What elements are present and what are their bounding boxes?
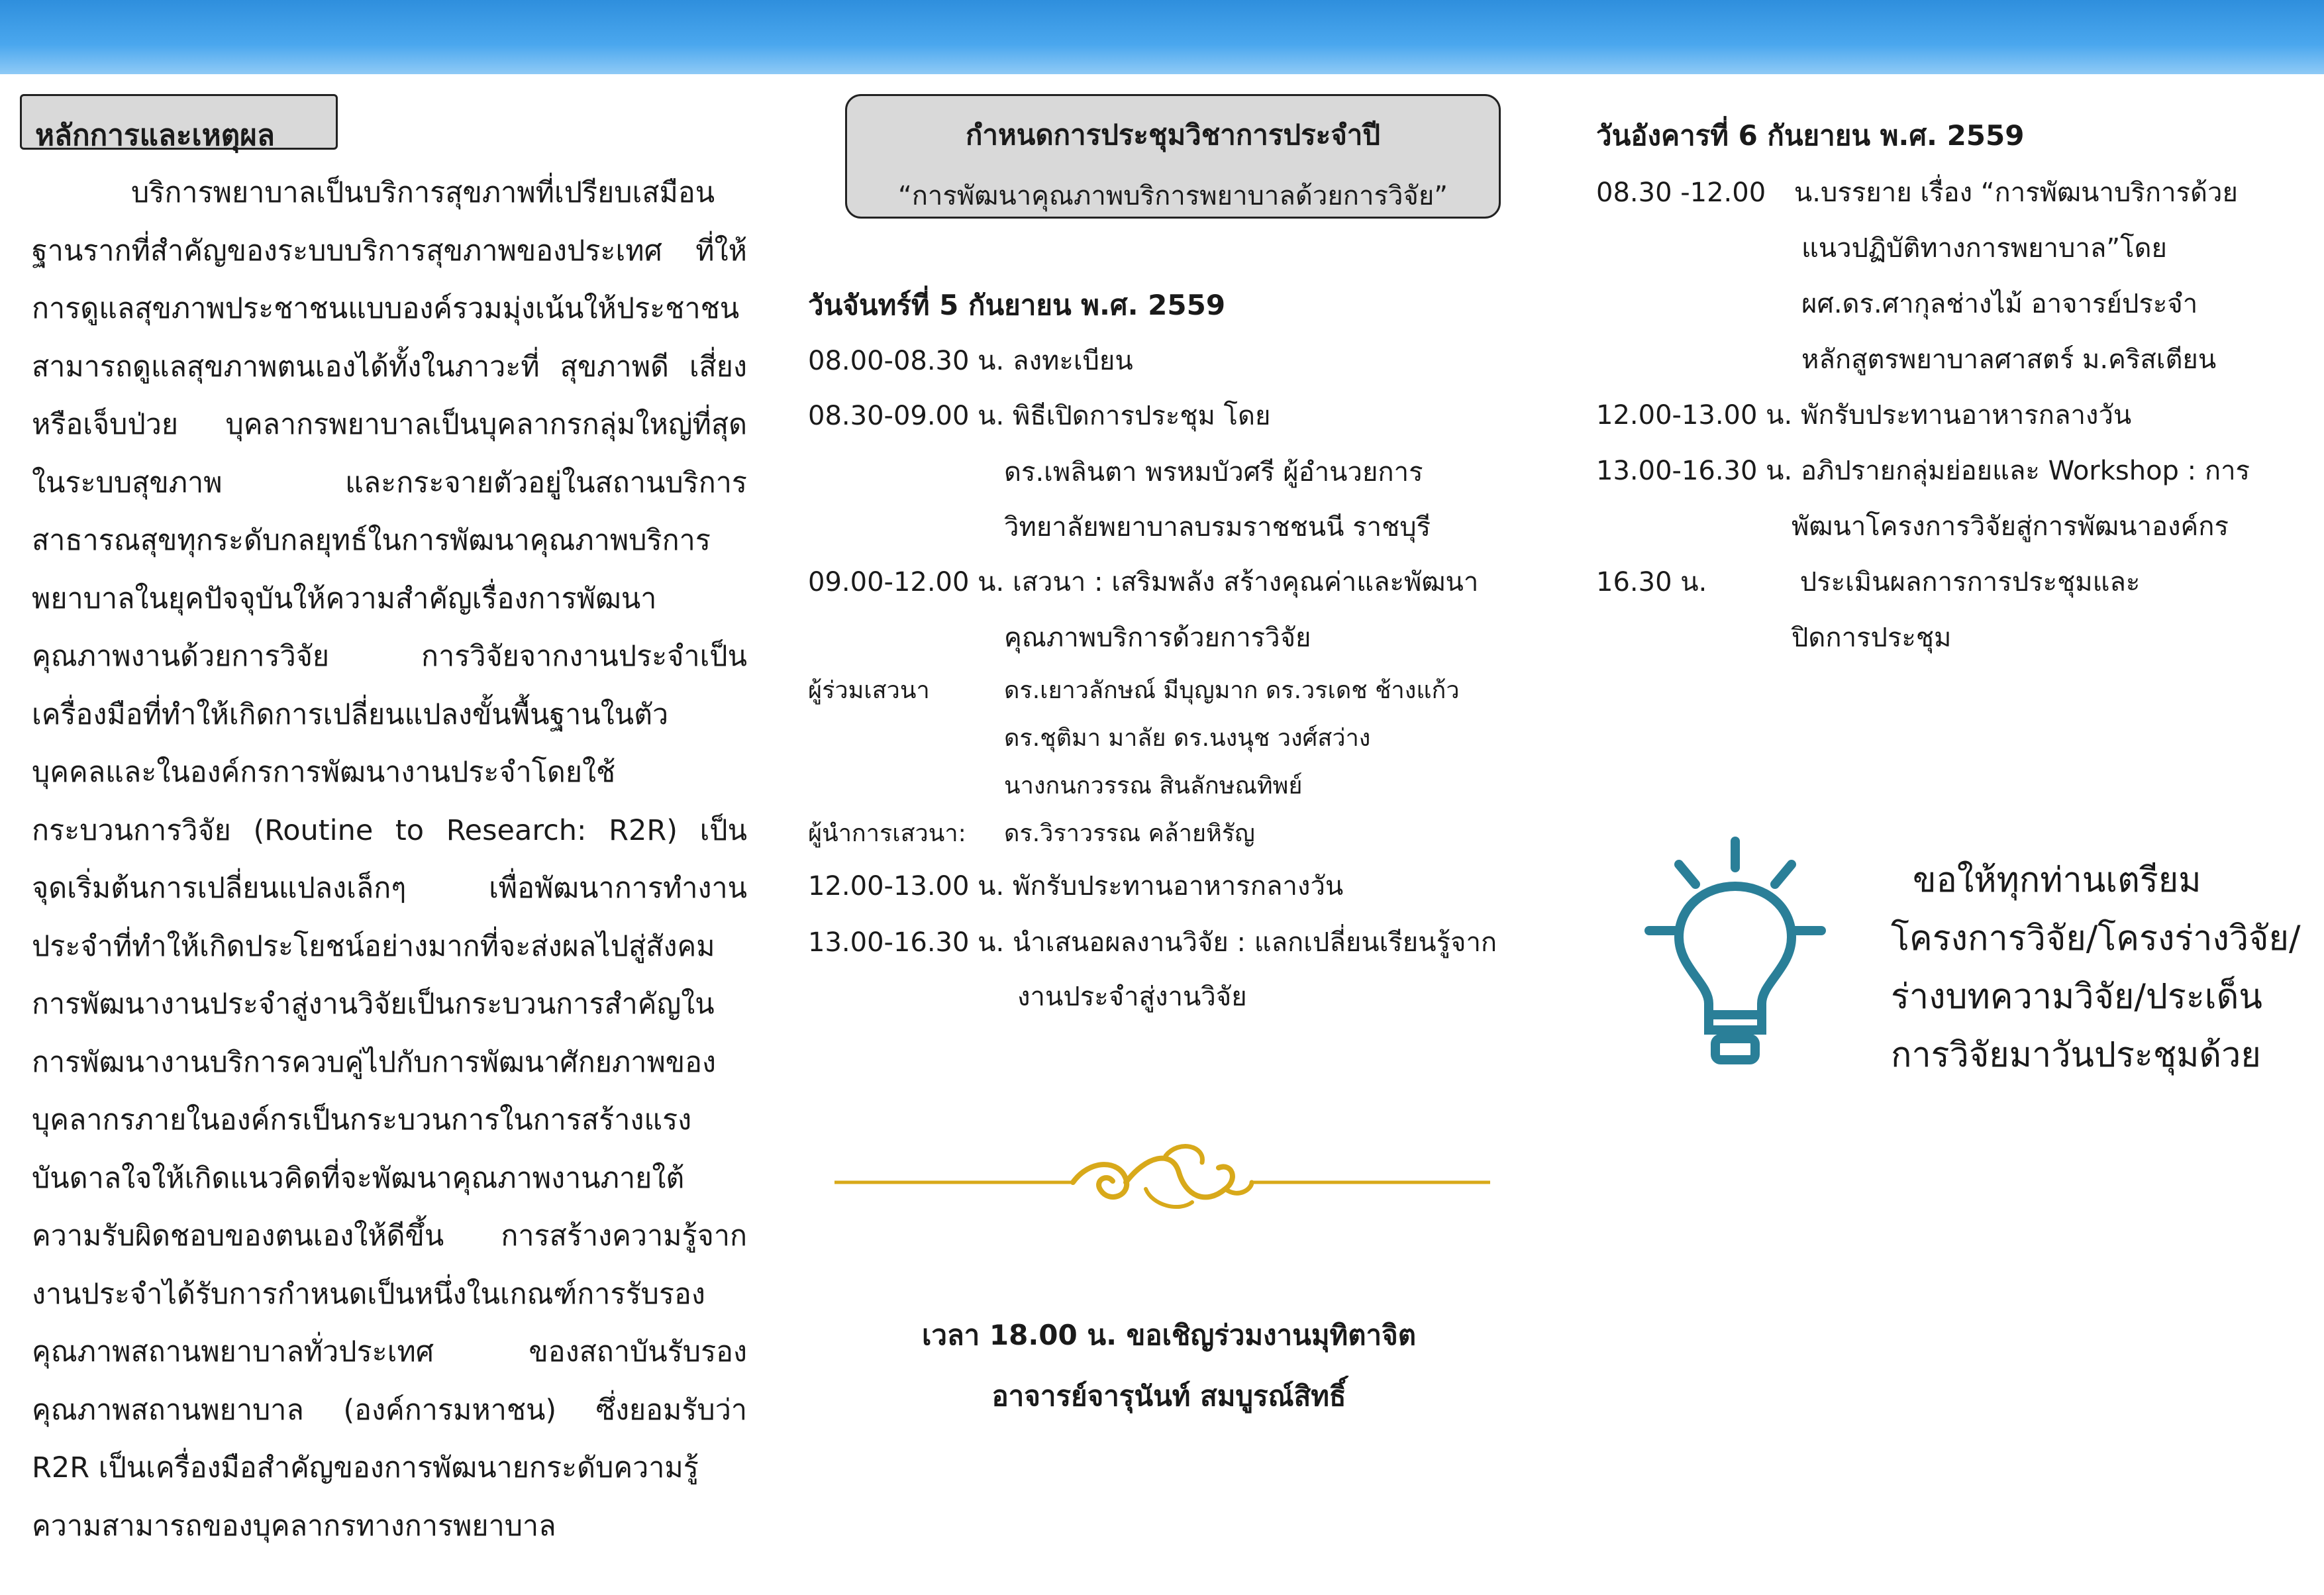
panelists-label: ผู้ร่วมเสวนา [808, 677, 930, 704]
conference-title: กำหนดการประชุมวิชาการประจำปี [965, 119, 1381, 151]
activity: อภิปรายกลุ่มย่อยและ Workshop : การ [1800, 456, 2250, 486]
activity: ลงทะเบียน [1012, 346, 1133, 376]
panelists-line: นางกนกวรรณ สินลักษณทิพย์ [1004, 772, 1303, 799]
moderator-name: ดร.วิราวรรณ คล้ายหิรัญ [1004, 820, 1255, 847]
paragraph-line: สาธารณสุขทุกระดับกลยุทธ์ในการพัฒนาคุณภาพบริการ [32, 524, 711, 557]
paragraph-line: เครื่องมือที่ทำให้เกิดการเปลี่ยนแปลงขั้นพื้นฐานในตัว [32, 697, 669, 731]
day1-row-lunch [808, 864, 1343, 907]
conference-subtitle: “การพัฒนาคุณภาพบริการพยาบาลด้วยการวิจัย” [897, 181, 1448, 211]
activity: พักรับประทานอาหารกลางวัน [1012, 871, 1344, 901]
panelists-line: ดร.ชุติมา มาลัย ดร.นงนุช วงศ์สว่าง [1004, 725, 1371, 752]
activity: น.บรรยาย เรื่อง “การพัฒนาบริการด้วย [1794, 178, 2238, 208]
time: 09.00-12.00 น. [808, 567, 1005, 597]
day1-opening-org: วิทยาลัยพยาบาลบรมราชชนนี ราชบุรี [1004, 512, 1431, 542]
activity: เสวนา : เสริมพลัง สร้างคุณค่าและพัฒนา [1012, 567, 1479, 597]
paragraph-line: บริการพยาบาลเป็นบริการสุขภาพที่เปรียบเสมือน [131, 176, 715, 209]
paragraph-line: ความรับผิดชอบของตนเองให้ดีขึ้น การสร้างความรู้จาก [32, 1219, 747, 1253]
activity: พักรับประทานอาหารกลางวัน [1800, 400, 2132, 431]
top-banner [0, 0, 2324, 74]
activity: ประเมินผลการการประชุมและ [1799, 567, 2141, 597]
event-honoree: อาจารย์จารุนันท์ สมบูรณ์สิทธิ์ [991, 1380, 1346, 1412]
paragraph-line: หรือเจ็บป่วย บุคลากรพยาบาลเป็นบุคลากรกลุ่มใหญ่ที่สุด [32, 408, 747, 441]
paragraph-line: บันดาลใจให้เกิดแนวคิดที่จะพัฒนาคุณภาพงานภายใต้ [32, 1161, 685, 1195]
time: 13.00-16.30 น. [1596, 456, 1793, 486]
invitation-line: ร่างบทความวิจัย/ประเด็น [1891, 977, 2262, 1017]
day2-closing-detail: ปิดการประชุม [1792, 623, 1952, 653]
paragraph-line: กระบวนการวิจัย (Routine to Research: R2R) เป็น [32, 813, 747, 847]
invitation-note [1891, 851, 2301, 1084]
day1-row-presentation [808, 921, 1497, 963]
day1-row-opening [808, 394, 1270, 437]
day2-row-workshop [1596, 449, 2250, 491]
paragraph-line: สามารถดูแลสุขภาพตนเองได้ทั้งในภาวะที่ สุขภาพดี เสี่ยง [32, 350, 747, 384]
paragraph-line: R2R เป็นเครื่องมือสำคัญของการพัฒนายกระดับความรู้ [32, 1451, 699, 1484]
day2-lecturer: ผศ.ดร.ศากุลช่างไม้ อาจารย์ประจำ [1801, 289, 2198, 319]
day1-title: วันจันทร์ที่ 5 กันยายน พ.ศ. 2559 [808, 289, 1226, 321]
invitation-line: โครงการวิจัย/โครงร่างวิจัย/ [1891, 919, 2301, 958]
time: 08.30-09.00 น. [808, 401, 1005, 431]
invitation-line: ขอให้ทุกท่านเตรียม [1891, 860, 2201, 900]
paragraph-line: พยาบาลในยุคปัจจุบันให้ความสำคัญเรื่องการพัฒนา [32, 582, 657, 615]
conference-title-box [845, 94, 1501, 219]
activity: นำเสนอผลงานวิจัย : แลกเปลี่ยนเรียนรู้จาก [1012, 927, 1497, 958]
day2-lecture-topic: แนวปฏิบัติทางการพยาบาล”โดย [1801, 233, 2167, 264]
paragraph-line: บุคคลและในองค์กรการพัฒนางานประจำโดยใช้ [32, 756, 616, 789]
panelists-line: ดร.เยาวลักษณ์ มีบุญมาก ดร.วรเดช ช้างแก้ว [1004, 677, 1460, 704]
gold-flourish-divider [834, 1143, 1490, 1222]
paragraph-line: คุณภาพสถานพยาบาลทั่วประเทศ ของสถาบันรับรอง [32, 1335, 747, 1368]
day1-presentation-topic: งานประจำสู่งานวิจัย [1017, 982, 1247, 1012]
time: 12.00-13.00 น. [1596, 400, 1793, 431]
paragraph-line: ฐานรากที่สำคัญของระบบบริการสุขภาพของประเทศ ที่ให้ [32, 234, 747, 268]
paragraph-line: ความสามารถของบุคลากรทางการพยาบาล [32, 1509, 556, 1543]
event-invitation: เวลา 18.00 น. ขอเชิญร่วมงานมุทิตาจิต [922, 1319, 1416, 1351]
lightbulb-icon [1616, 828, 1854, 1080]
paragraph-line: ประจำที่ทำให้เกิดประโยชน์อย่างมากที่จะส่งผลไปสู่สังคม [32, 929, 715, 963]
day2-workshop-topic: พัฒนาโครงการวิจัยสู่การพัฒนาองค์กร [1792, 511, 2229, 542]
time: 08.00-08.30 น. [808, 346, 1005, 376]
day1-row-panel [808, 560, 1478, 603]
paragraph-line: คุณภาพสถานพยาบาล (องค์การมหาชน) ซึ่งยอมรับว่า [32, 1393, 747, 1427]
day1-opening-by: ดร.เพลินตา พรหมบัวศรี ผู้อำนวยการ [1004, 457, 1423, 488]
paragraph-line: คุณภาพงานด้วยการวิจัย การวิจัยจากงานประจำเป็น [32, 640, 747, 673]
rationale-paragraph [32, 164, 747, 1555]
paragraph-line: บุคลากรภายในองค์กรเป็นกระบวนการในการสร้างแรง [32, 1104, 692, 1137]
paragraph-line: จุดเริ่มต้นการเปลี่ยนแปลงเล็กๆ เพื่อพัฒนาการทำงาน [32, 872, 747, 905]
time: 16.30 น. [1596, 567, 1707, 597]
paragraph-line: งานประจำได้รับการกำหนดเป็นหนึ่งในเกณฑ์การรับรอง [32, 1277, 705, 1311]
moderator-label: ผู้นำการเสวนา: [808, 820, 966, 847]
paragraph-line: การดูแลสุขภาพประชาชนแบบองค์รวมมุ่งเน้นให้ประชาชน [32, 292, 740, 325]
day2-row-lecture [1596, 171, 2238, 213]
time: 12.00-13.00 น. [808, 871, 1005, 901]
day2-row-lunch [1596, 393, 2131, 436]
day2-lecturer-affiliation: หลักสูตรพยาบาลศาสตร์ ม.คริสเตียน [1801, 344, 2217, 375]
paragraph-line: ในระบบสุขภาพ และกระจายตัวอยู่ในสถานบริการ [32, 466, 747, 499]
day1-row-registration [808, 339, 1133, 382]
day2-title: วันอังคารที่ 6 กันยายน พ.ศ. 2559 [1596, 119, 2025, 152]
rationale-heading: หลักการและเหตุผล [20, 94, 338, 150]
time: 08.30 -12.00 [1596, 178, 1766, 208]
time: 13.00-16.30 น. [808, 927, 1005, 958]
day1-panel-topic: คุณภาพบริการด้วยการวิจัย [1004, 623, 1311, 653]
day2-row-closing [1596, 560, 2140, 603]
invitation-line: การวิจัยมาวันประชุมด้วย [1891, 1035, 2261, 1075]
paragraph-line: การพัฒนางานบริการควบคู่ไปกับการพัฒนาศักยภาพของ [32, 1045, 717, 1079]
paragraph-line: การพัฒนางานประจำสู่งานวิจัยเป็นกระบวนการสำคัญใน [32, 988, 715, 1021]
activity: พิธีเปิดการประชุม โดย [1012, 401, 1271, 431]
